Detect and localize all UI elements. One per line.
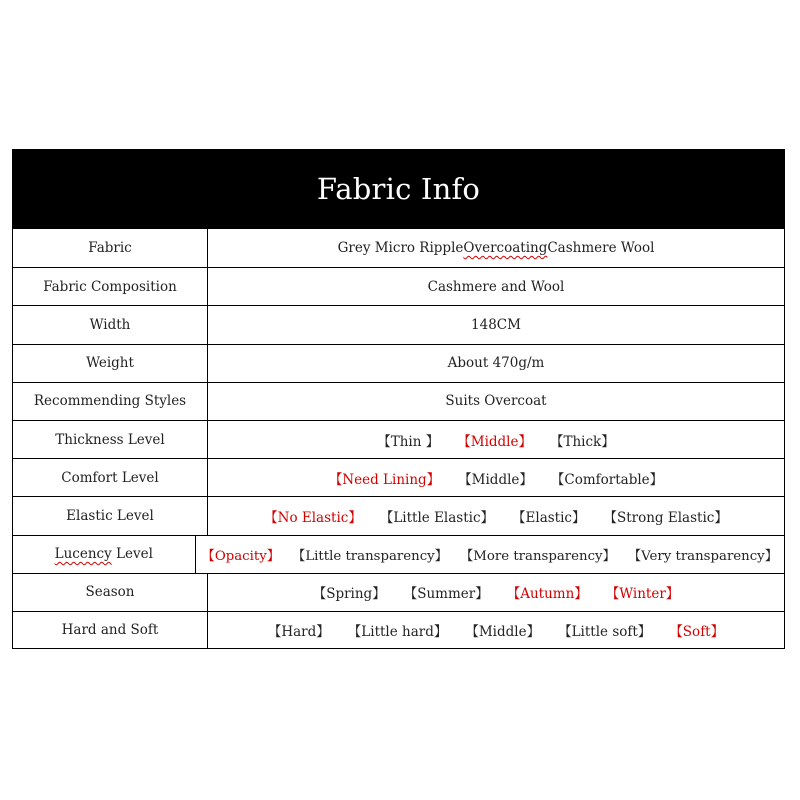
- row-label: Weight: [13, 345, 208, 382]
- option-need-lining: 【Need Lining】: [328, 471, 441, 488]
- row-value: Cashmere and Wool: [427, 278, 565, 295]
- option-thick: 【Thick】: [549, 433, 615, 450]
- option-autumn: 【Autumn】: [506, 586, 588, 603]
- table-row-fabric-composition: [13, 267, 784, 305]
- option-opacity: 【Opacity】: [201, 548, 281, 564]
- row-label: Thickness Level: [13, 421, 208, 458]
- table-row-thickness-level: [13, 420, 784, 458]
- row-value: About 470g/m: [447, 355, 545, 372]
- option-spring: 【Spring】: [312, 586, 386, 603]
- option-comfortable: 【Comfortable】: [550, 471, 664, 488]
- table-row-fabric: [13, 229, 784, 267]
- table-row-season: [13, 573, 784, 611]
- option-middle: 【Middle】: [458, 471, 533, 488]
- option-strong-elastic: 【Strong Elastic】: [603, 509, 728, 526]
- table-row-elastic-level: [13, 496, 784, 534]
- row-label: [13, 536, 196, 573]
- lucency-label-rest: Level: [111, 546, 153, 563]
- fabric-value-part: Cashmere Wool: [547, 240, 655, 257]
- row-label: Season: [13, 574, 208, 611]
- table-row-recommending-styles: [13, 382, 784, 420]
- option-more-transparency: 【More transparency】: [459, 548, 616, 564]
- row-label: Comfort Level: [13, 459, 208, 496]
- option-middle: 【Middle】: [465, 624, 541, 641]
- row-options: [208, 497, 784, 534]
- option-summer: 【Summer】: [403, 586, 489, 603]
- table-body: [13, 229, 784, 649]
- option-thin: 【Thin 】: [377, 433, 440, 450]
- row-value: 148CM: [471, 316, 521, 333]
- fabric-value-part: Grey Micro Ripple: [337, 240, 464, 257]
- row-label: Fabric: [13, 229, 208, 267]
- option-elastic: 【Elastic】: [512, 509, 586, 526]
- lucency-label-word: Lucency: [54, 546, 112, 563]
- option-little-hard: 【Little hard】: [347, 624, 448, 641]
- option-soft: 【Soft】: [669, 624, 725, 641]
- option-winter: 【Winter】: [605, 586, 680, 603]
- row-options: [196, 536, 784, 573]
- table-row-comfort-level: [13, 458, 784, 496]
- fabric-info-table: [12, 149, 785, 649]
- row-value: [208, 229, 784, 267]
- row-options: [208, 574, 784, 611]
- row-options: [208, 459, 784, 496]
- row-options: [208, 612, 784, 649]
- table-row-weight: [13, 344, 784, 382]
- table-header: [13, 150, 784, 229]
- table-row-width: [13, 305, 784, 343]
- option-little-elastic: 【Little Elastic】: [379, 509, 495, 526]
- option-little-soft: 【Little soft】: [558, 624, 652, 641]
- table-row-hard-and-soft: [13, 611, 784, 649]
- fabric-value-part-underlined: Overcoating: [463, 240, 548, 257]
- row-label: Hard and Soft: [13, 612, 208, 649]
- option-no-elastic: 【No Elastic】: [264, 509, 362, 526]
- row-label: Elastic Level: [13, 497, 208, 534]
- row-label: Width: [13, 306, 208, 343]
- option-hard: 【Hard】: [267, 624, 330, 641]
- option-very-transparency: 【Very transparency】: [627, 548, 778, 564]
- option-middle: 【Middle】: [457, 433, 532, 450]
- row-options: [208, 421, 784, 458]
- table-row-lucency-level: [13, 535, 784, 573]
- row-label: Recommending Styles: [13, 383, 208, 420]
- row-label: Fabric Composition: [13, 268, 208, 305]
- row-value: Suits Overcoat: [445, 393, 547, 410]
- option-little-transparency: 【Little transparency】: [292, 548, 448, 564]
- page-title: Fabric Info: [316, 172, 481, 206]
